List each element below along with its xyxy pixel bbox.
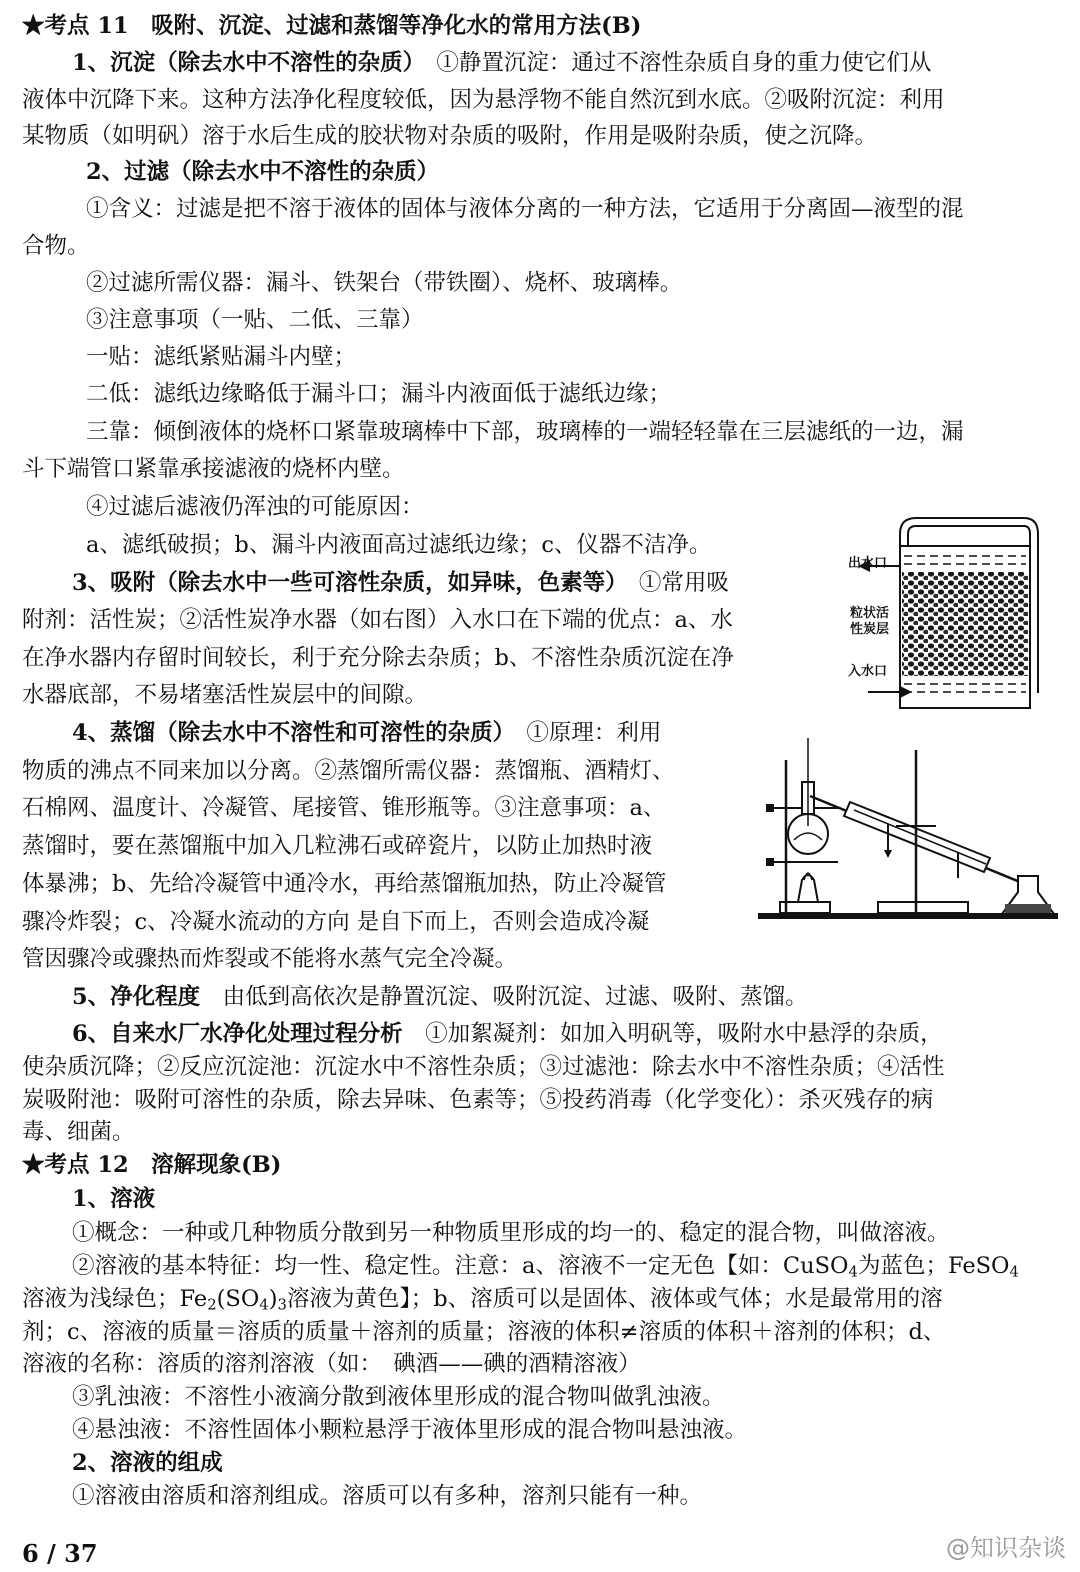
carbon-layer-label-2: 性炭层 xyxy=(850,622,890,637)
solution-concept: ①概念：一种或几种物质分散到另一种物质里形成的均一的、稳定的混合物，叫做溶液。 xyxy=(72,1220,950,1246)
solution-features-3: 剂；c、溶液的质量＝溶质的质量＋溶剂的质量；溶液的体积≠溶质的体积＋溶剂的体积；d、 xyxy=(22,1319,946,1345)
waterworks-line-4: 毒、细菌。 xyxy=(22,1119,135,1145)
waterworks-text: ①加絮凝剂：如加入明矾等，吸附水中悬浮的杂质， xyxy=(402,1021,943,1047)
filtration-turbid-reason: ④过滤后滤液仍浑浊的可能原因： xyxy=(86,494,424,520)
distillation-line-3: 石棉网、温度计、冷凝管、尾接管、锥形瓶等。③注意事项：a、 xyxy=(22,795,666,821)
filtration-heading: 2、过滤（除去水中不溶性的杂质） xyxy=(86,159,440,185)
adsorption-heading: 3、吸附（除去水中一些可溶性杂质，如异味，色素等） xyxy=(72,570,617,596)
purification-degree xyxy=(72,979,808,1016)
filtration-definition-1: ①含义：过滤是把不溶于液体的固体与液体分离的一种方法，它适用于分离固—液型的混 xyxy=(86,196,964,222)
adsorption-line-3: 在净水器内存留时间较长，利于充分除去杂质；b、不溶性杂质沉淀在净 xyxy=(22,645,734,671)
composition-text: ①溶液由溶质和溶剂组成。溶质可以有多种，溶剂只能有一种。 xyxy=(72,1483,703,1509)
solution-heading: 1、溶液 xyxy=(72,1186,156,1212)
carbon-layer-label-1: 粒状活 xyxy=(850,606,890,621)
distillation-apparatus-diagram xyxy=(758,730,1063,925)
section-12-title: ★考点 12 溶解现象(B) xyxy=(22,1152,282,1178)
composition-heading: 2、溶液的组成 xyxy=(72,1450,223,1476)
distillation-line-7: 管因骤冷或骤热而炸裂或不能将水蒸气完全冷凝。 xyxy=(22,946,518,972)
outlet-label: 出水口 xyxy=(848,556,888,571)
section-11-title: ★考点 11 吸附、沉淀、过滤和蒸馏等净化水的常用方法(B) xyxy=(22,13,642,39)
waterworks-line-1 xyxy=(72,1016,943,1053)
watermark: @知识杂谈 xyxy=(946,1534,1066,1562)
distillation-line-5: 体暴沸；b、先给冷凝管中通冷水，再给蒸馏瓶加热，防止冷凝管 xyxy=(22,871,667,897)
filtration-reason-items: a、滤纸破损；b、漏斗内液面高过滤纸边缘；c、仪器不洁净。 xyxy=(86,532,712,558)
distillation-text: ①原理：利用 xyxy=(503,720,662,746)
sedimentation-line-1 xyxy=(72,45,931,82)
filtration-instruments: ②过滤所需仪器：漏斗、铁架台（带铁圈）、烧杯、玻璃棒。 xyxy=(86,270,683,296)
waterworks-line-3: 炭吸附池：吸附可溶性的杂质，除去异味、色素等；⑤投药消毒（化学变化）：杀灭残存的病 xyxy=(22,1087,934,1113)
distillation-line-6: 骤冷炸裂；c、冷凝水流动的方向 是自下而上，否则会造成冷凝 xyxy=(22,909,650,935)
sedimentation-heading: 1、沉淀（除去水中不溶性的杂质） xyxy=(72,50,414,76)
sedimentation-line-3: 某物质（如明矾）溶于水后生成的胶状物对杂质的吸附，作用是吸附杂质，使之沉降。 xyxy=(22,123,878,149)
distillation-line-2: 物质的沸点不同来加以分离。②蒸馏所需仪器：蒸馏瓶、酒精灯、 xyxy=(22,758,675,784)
features-text-b: 为蓝色；FeSO xyxy=(857,1253,1010,1279)
solution-features-1 xyxy=(72,1248,1019,1285)
purification-degree-text: 由低到高依次是静置沉淀、吸附沉淀、过滤、吸附、蒸馏。 xyxy=(200,984,808,1010)
distillation-heading: 4、蒸馏（除去水中不溶性和可溶性的杂质） xyxy=(72,720,504,746)
filtration-one-stick: 一贴：滤纸紧贴漏斗内壁； xyxy=(86,344,357,370)
filtration-three-lean-1: 三靠：倾倒液体的烧杯口紧靠玻璃棒中下部，玻璃棒的一端轻轻靠在三层滤纸的一边，漏 xyxy=(86,419,964,445)
filtration-two-low: 二低：滤纸边缘略低于漏斗口；漏斗内液面低于滤纸边缘； xyxy=(86,381,672,407)
distillation-line-1 xyxy=(72,715,661,752)
adsorption-line-1 xyxy=(72,565,729,602)
waterworks-line-2: 使杂质沉降；②反应沉淀池：沉淀水中不溶性杂质；③过滤池：除去水中不溶性杂质；④活性 xyxy=(22,1054,945,1080)
purification-degree-heading: 5、净化程度 xyxy=(72,984,201,1010)
inlet-label: 入水口 xyxy=(848,664,888,679)
waterworks-heading: 6、自来水厂水净化处理过程分析 xyxy=(72,1021,403,1047)
subscript: 4 xyxy=(848,1262,858,1281)
features-text-c: 溶液为浅绿色；Fe xyxy=(22,1286,208,1312)
features-text-a: ②溶液的基本特征：均一性、稳定性。注意：a、溶液不一定无色【如：CuSO xyxy=(72,1253,849,1279)
features-text-d: (SO xyxy=(216,1286,260,1312)
filtration-definition-2: 合物。 xyxy=(22,233,90,259)
distillation-figure xyxy=(758,730,1063,925)
page-number: 6 / 37 xyxy=(22,1539,98,1568)
sedimentation-line-2: 液体中沉降下来。这种方法净化程度较低，因为悬浮物不能自然沉到水底。②吸附沉淀：利用 xyxy=(22,87,945,113)
emulsion-definition: ③乳浊液：不溶性小液滴分散到液体里形成的混合物叫做乳浊液。 xyxy=(72,1384,725,1410)
adsorption-line-4: 水器底部，不易堵塞活性炭层中的间隙。 xyxy=(22,682,428,708)
solution-features-4: 溶液的名称：溶质的溶剂溶液（如： 碘酒——碘的酒精溶液） xyxy=(22,1351,641,1377)
filtration-three-lean-2: 斗下端管口紧靠承接滤液的烧杯内壁。 xyxy=(22,456,405,482)
adsorption-text: ①常用吸 xyxy=(616,570,729,596)
subscript: 4 xyxy=(259,1295,269,1314)
filtration-notes: ③注意事项（一贴、二低、三靠） xyxy=(86,307,424,333)
subscript: 4 xyxy=(1009,1262,1019,1281)
subscript: 2 xyxy=(207,1295,217,1314)
features-text-e: 溶液为黄色】；b、溶质可以是固体、液体或气体；水是最常用的溶 xyxy=(286,1286,943,1312)
adsorption-line-2: 附剂：活性炭；②活性炭净水器（如右图）入水口在下端的优点：a、水 xyxy=(22,607,733,633)
activated-carbon-figure xyxy=(848,508,1048,718)
distillation-line-4: 蒸馏时，要在蒸馏瓶中加入几粒沸石或碎瓷片，以防止加热时液 xyxy=(22,833,653,859)
solution-features-2: 溶液为浅绿色；$Fe_2(SO_4)_3$溶液为黄色】；b、溶质可以是固体、液体或气体；水是最常用的溶 xyxy=(22,1286,943,1314)
sedimentation-text: ①静置沉淀：通过不溶性杂质自身的重力使它们从 xyxy=(413,50,932,76)
suspension-definition: ④悬浊液：不溶性固体小颗粒悬浮于液体里形成的混合物叫悬浊液。 xyxy=(72,1417,748,1443)
subscript: 3 xyxy=(277,1295,287,1314)
